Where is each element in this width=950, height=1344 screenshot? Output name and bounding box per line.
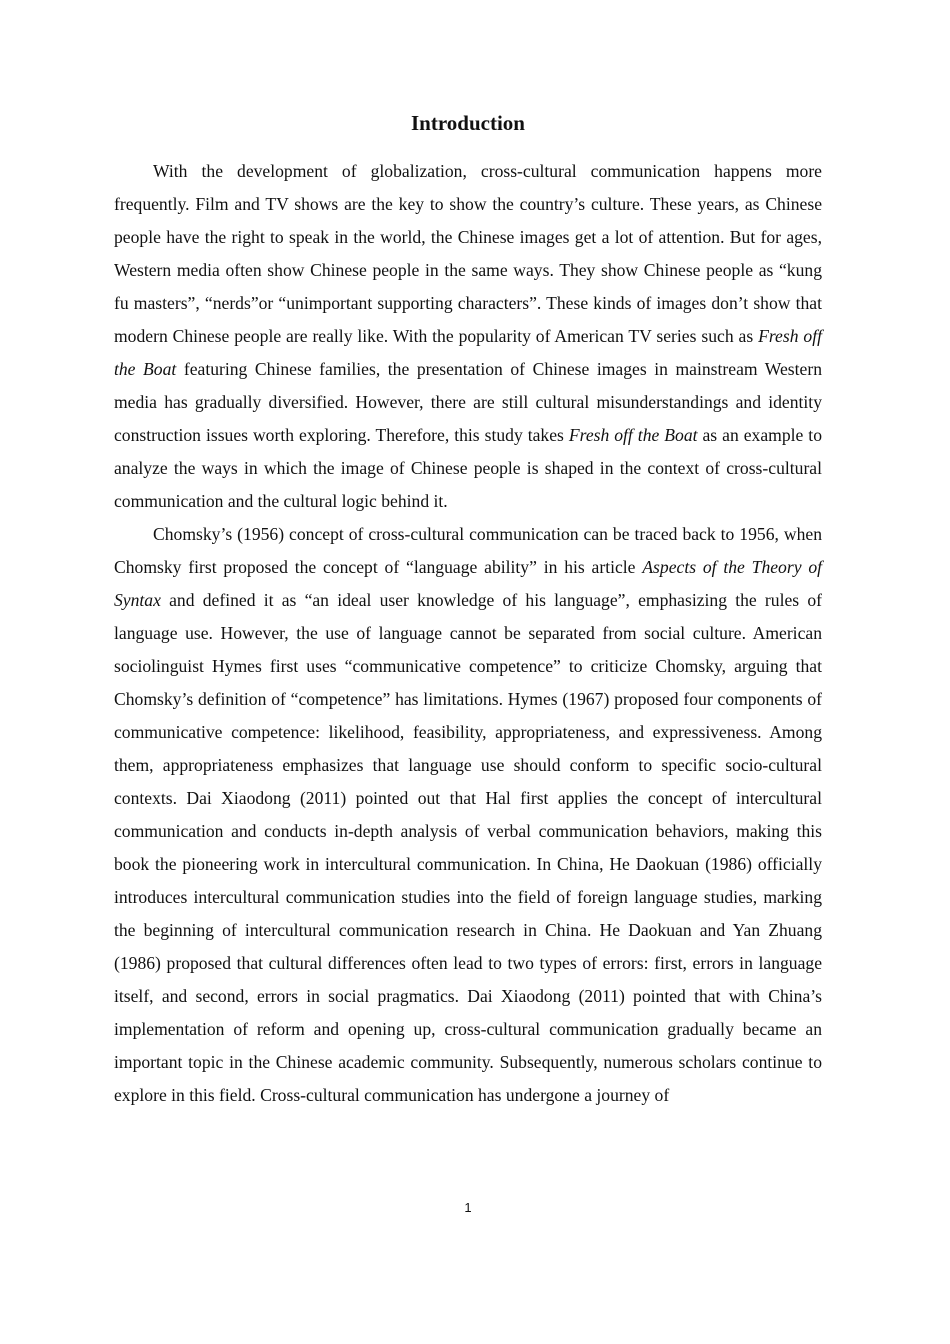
paragraph-1-italic-title: Fresh off the Boat [114, 326, 822, 379]
paragraph-1-text: as an example to analyze the ways in which the image of Chinese people is shaped in the context of cross-cultural communication and the cultural logic behind it. [114, 425, 822, 511]
page-number: 1 [464, 1200, 472, 1215]
paragraph-2 [114, 518, 822, 1112]
paragraph-1-text: featuring Chinese families, the presentation of Chinese images in mainstream Western media has gradually diversified. However, there are still cultural misunderstandings and identity construction issues worth exploring. Therefore, this study takes [114, 359, 823, 445]
page-title: Introduction [411, 111, 525, 135]
document-body [114, 155, 822, 1112]
paragraph-2-italic-title: Aspects of the Theory of Syntax [114, 557, 823, 610]
paragraph-2-text: Chomsky’s (1956) concept of cross-cultural communication can be traced back to 1956, when Chomsky first proposed the concept of “language ability” in his article [114, 524, 822, 577]
paragraph-1 [114, 155, 822, 518]
paragraph-1-italic-title: Fresh off the Boat [568, 425, 698, 445]
paragraph-2-text: and defined it as “an ideal user knowledge of his language”, emphasizing the rules of language use. However, the use of language cannot be separated from social culture. American sociolinguist Hymes first uses “communicative competence” to criticize Chomsky, arguing that Chomsky’s definition of “competence” has limitations. Hymes (1967) proposed four components of communicative competence: likelihood, feasibility, appropriateness, and expressiveness. Among them, appropriateness emphasizes that language use should conform to specific socio-cultural contexts. Dai Xiaodong (2011) pointed out that Hal first applies the concept of intercultural communication and conducts in-depth analysis of verbal communication behaviors, making this book the pioneering work in intercultural communication. In China, He Daokuan (1986) officially introduces intercultural communication studies into the field of foreign language studies, marking the beginning of intercultural communication research in China. He Daokuan and Yan Zhuang (1986) proposed that cultural differences often lead to two types of errors: first, errors in language itself, and second, errors in social pragmatics. Dai Xiaodong (2011) pointed that with China’s implementation of reform and opening up, cross-cultural communication gradually became an important topic in the Chinese academic community. Subsequently, numerous scholars continue to explore in this field. Cross-cultural communication has undergone a journey of [114, 590, 822, 1105]
paragraph-1-text: With the development of globalization, cross-cultural communication happens more frequently. Film and TV shows are the key to show the country’s culture. These years, as Chinese people have the right to speak in the world, the Chinese images get a lot of attention. But for ages, Western media often show Chinese people in the same ways. They show Chinese people as “kung fu masters”, “nerds”or “unimportant supporting characters”. These kinds of images don’t show that modern Chinese people are really like. With the popularity of American TV series such as [114, 161, 822, 346]
